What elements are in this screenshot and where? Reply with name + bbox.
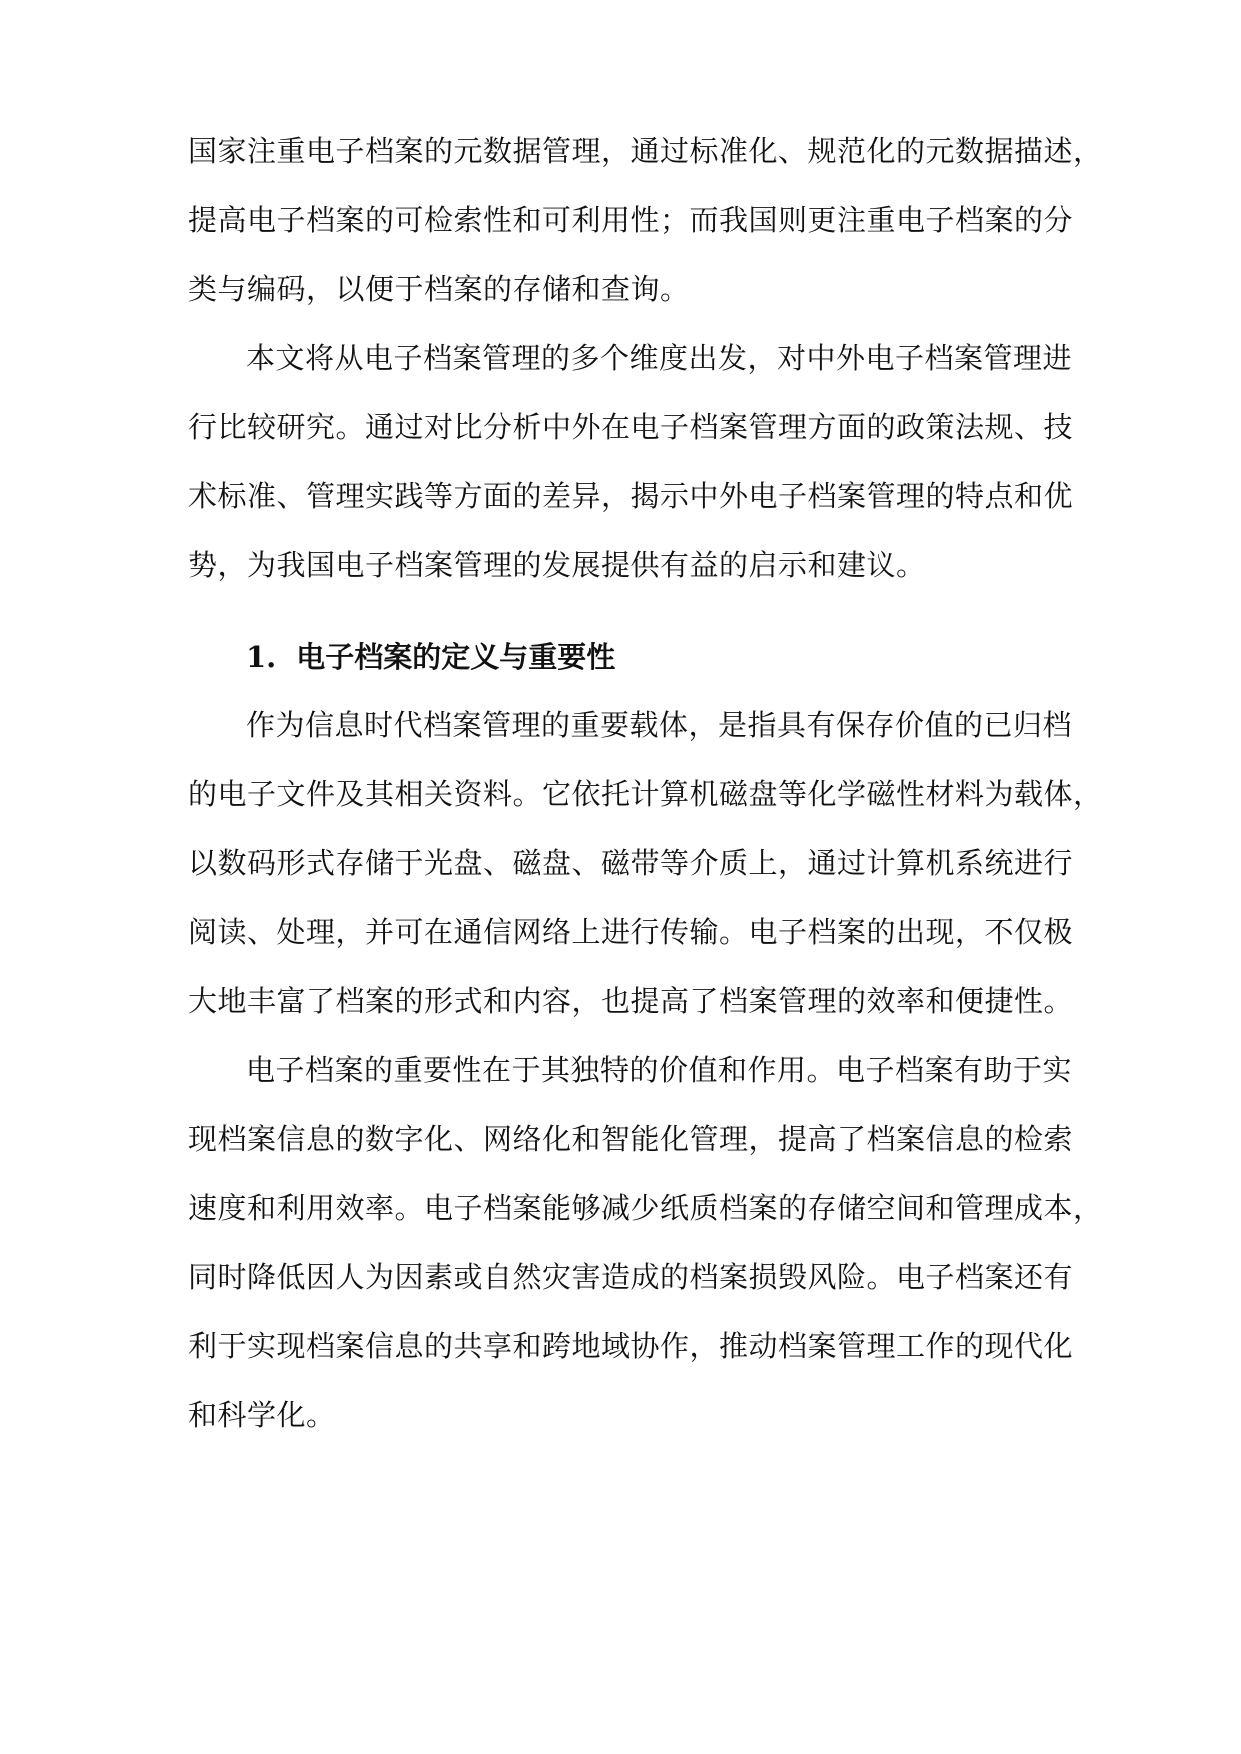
paragraph-4-line-4: 同时降低因人为因素或自然灾害造成的档案损毁风险。电子档案还有 — [188, 1260, 1074, 1294]
paragraph-4-line-1: 电子档案的重要性在于其独特的价值和作用。电子档案有助于实 — [246, 1053, 1073, 1087]
paragraph-1-line-3: 类与编码，以便于档案的存储和查询。 — [188, 272, 690, 306]
paragraph-2-line-4: 势，为我国电子档案管理的发展提供有益的启示和建议。 — [188, 548, 926, 582]
paragraph-2-line-3: 术标准、管理实践等方面的差异，揭示中外电子档案管理的特点和优 — [188, 479, 1074, 513]
paragraph-4-line-5: 利于实现档案信息的共享和跨地域协作，推动档案管理工作的现代化 — [188, 1329, 1074, 1363]
section-number: 1. — [246, 640, 277, 674]
paragraph-3-line-5: 大地丰富了档案的形式和内容，也提高了档案管理的效率和便捷性。 — [188, 984, 1074, 1018]
paragraph-3-line-1: 作为信息时代档案管理的重要载体，是指具有保存价值的已归档 — [246, 708, 1073, 742]
paragraph-3-line-4: 阅读、处理，并可在通信网络上进行传输。电子档案的出现，不仅极 — [188, 915, 1074, 949]
section-title: 电子档案的定义与重要性 — [296, 640, 616, 674]
paragraph-2-line-2: 行比较研究。通过对比分析中外在电子档案管理方面的政策法规、技 — [188, 410, 1074, 444]
paragraph-3-line-2: 的电子文件及其相关资料。它依托计算机磁盘等化学磁性材料为载体， — [188, 777, 1103, 811]
paragraph-2-line-1: 本文将从电子档案管理的多个维度出发，对中外电子档案管理进 — [246, 341, 1073, 375]
paragraph-3-line-3: 以数码形式存储于光盘、磁盘、磁带等介质上，通过计算机系统进行 — [188, 846, 1074, 880]
paragraph-4-line-2: 现档案信息的数字化、网络化和智能化管理，提高了档案信息的检索 — [188, 1122, 1074, 1156]
paragraph-1-line-1: 国家注重电子档案的元数据管理，通过标准化、规范化的元数据描述， — [188, 134, 1103, 168]
paragraph-4-line-3: 速度和利用效率。电子档案能够减少纸质档案的存储空间和管理成本， — [188, 1191, 1103, 1225]
paragraph-1-line-2: 提高电子档案的可检索性和可利用性；而我国则更注重电子档案的分 — [188, 203, 1074, 237]
section-heading — [246, 637, 615, 677]
paragraph-4-line-6: 和科学化。 — [188, 1398, 336, 1432]
